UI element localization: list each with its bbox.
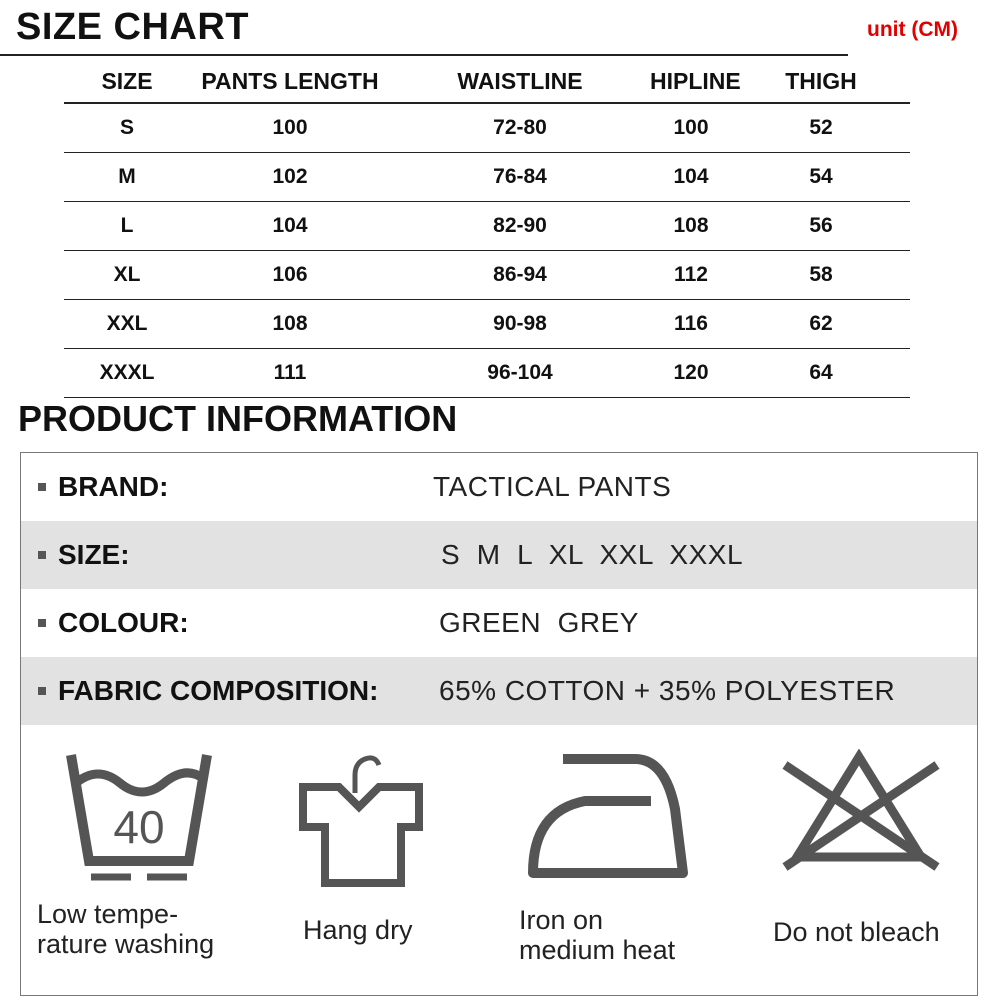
info-row-fabric	[21, 657, 977, 725]
table-header-row	[64, 60, 910, 103]
table-cell: 112	[650, 251, 732, 300]
table-cell: 102	[190, 153, 390, 202]
info-row-colour	[21, 589, 977, 657]
info-label: SIZE:	[58, 539, 130, 570]
table-cell: 106	[190, 251, 390, 300]
info-value: 65% COTTON + 35% POLYESTER	[439, 675, 896, 706]
table-cell: 58	[732, 251, 910, 300]
table-cell: 82-90	[390, 202, 650, 251]
bullet-icon	[38, 687, 46, 695]
column-header-hipline: HIPLINE	[650, 60, 732, 103]
table-cell: 104	[650, 153, 732, 202]
table-cell: 100	[650, 103, 732, 153]
column-header-size: SIZE	[64, 60, 190, 103]
wash-temperature: 40	[113, 801, 165, 853]
table-row	[64, 349, 910, 398]
table-cell: 100	[190, 103, 390, 153]
info-row-size	[21, 521, 977, 589]
care-no-bleach	[771, 749, 1000, 989]
table-cell: 108	[190, 300, 390, 349]
table-cell: 90-98	[390, 300, 650, 349]
info-value: TACTICAL PANTS	[433, 471, 672, 502]
table-cell: 52	[732, 103, 910, 153]
table-cell: XXL	[64, 300, 190, 349]
wash-40-icon	[51, 749, 221, 889]
info-row-brand	[21, 453, 977, 521]
table-cell: M	[64, 153, 190, 202]
table-row	[64, 202, 910, 251]
table-cell: 62	[732, 300, 910, 349]
size-chart-table	[64, 60, 910, 398]
table-cell: 56	[732, 202, 910, 251]
column-header-pants-length: PANTS LENGTH	[190, 60, 390, 103]
table-cell: 104	[190, 202, 390, 251]
table-cell: S	[64, 103, 190, 153]
table-cell: 120	[650, 349, 732, 398]
unit-label: unit (CM)	[867, 18, 958, 41]
bullet-icon	[38, 551, 46, 559]
column-header-thigh: THIGH	[732, 60, 910, 103]
table-cell: 108	[650, 202, 732, 251]
table-cell: XXXL	[64, 349, 190, 398]
info-label: BRAND:	[58, 471, 169, 502]
info-label: FABRIC COMPOSITION:	[58, 675, 379, 706]
care-label-hang-dry: Hang dry	[303, 915, 413, 945]
care-label-iron: Iron on medium heat	[519, 905, 676, 965]
table-row	[64, 103, 910, 153]
care-label-wash: Low tempe- rature washing	[37, 899, 215, 959]
table-row	[64, 153, 910, 202]
product-information-title: PRODUCT INFORMATION	[18, 398, 458, 439]
product-information-panel	[20, 452, 978, 996]
size-chart-title: SIZE CHART	[16, 6, 249, 48]
table-cell: L	[64, 202, 190, 251]
care-label-no-bleach: Do not bleach	[773, 917, 940, 947]
table-cell: 54	[732, 153, 910, 202]
column-header-waistline: WAISTLINE	[390, 60, 650, 103]
bullet-icon	[38, 483, 46, 491]
table-cell: 64	[732, 349, 910, 398]
hang-dry-icon	[293, 749, 433, 894]
table-row	[64, 251, 910, 300]
table-cell: 96-104	[390, 349, 650, 398]
info-value: S M L XL XXL XXXL	[441, 539, 744, 570]
info-label: COLOUR:	[58, 607, 189, 638]
table-row	[64, 300, 910, 349]
care-wash	[37, 749, 281, 989]
no-bleach-icon	[771, 749, 951, 884]
table-cell: 86-94	[390, 251, 650, 300]
table-cell: 76-84	[390, 153, 650, 202]
table-cell: XL	[64, 251, 190, 300]
bullet-icon	[38, 619, 46, 627]
table-cell: 72-80	[390, 103, 650, 153]
title-divider	[0, 54, 848, 56]
iron-medium-icon	[527, 749, 697, 884]
care-iron	[519, 749, 757, 989]
info-value: GREEN GREY	[439, 607, 639, 638]
table-cell: 116	[650, 300, 732, 349]
care-hang-dry	[293, 749, 523, 989]
table-cell: 111	[190, 349, 390, 398]
